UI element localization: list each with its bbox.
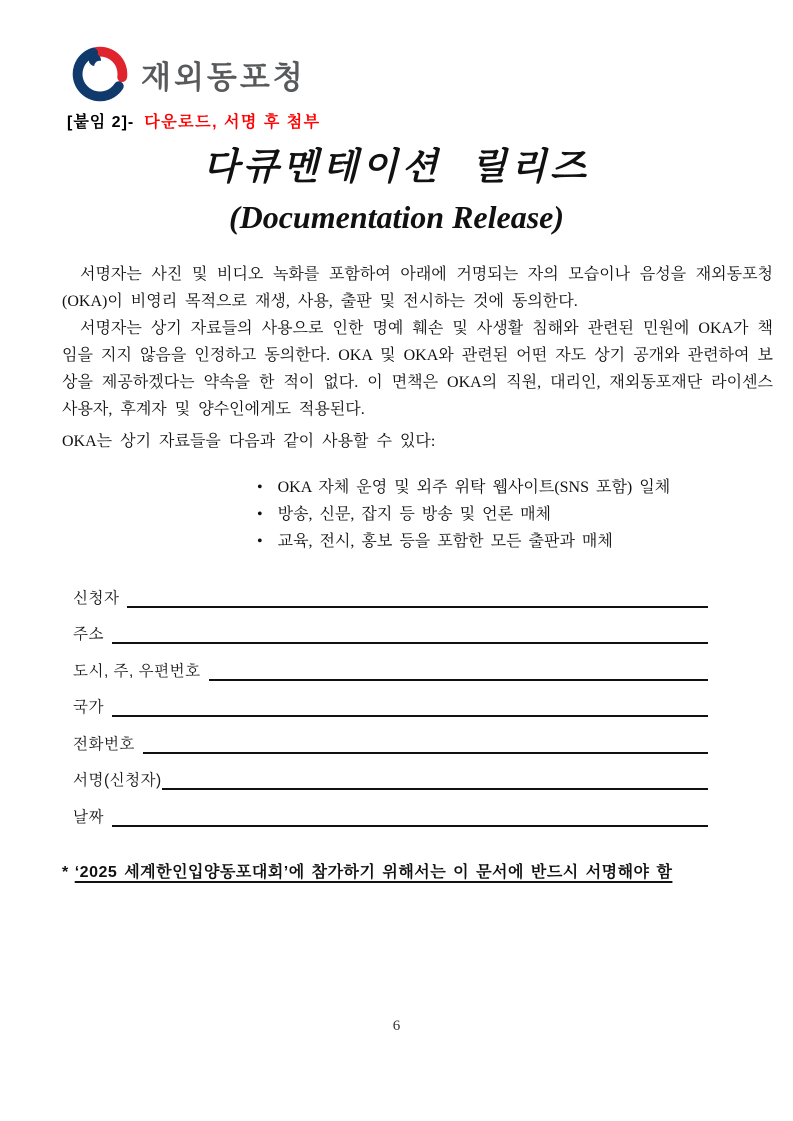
page-number: 6: [392, 1017, 401, 1034]
field-label-applicant: 신청자: [73, 589, 120, 607]
paragraph-consent: 서명자는 사진 및 비디오 녹화를 포함하여 아래에 거명되는 자의 모습이나 음성을 재외동포청(OKA)이 비영리 목적으로 재생, 사용, 출판 및 전시하는 것에 동의한다.: [62, 266, 773, 310]
footnote: [62, 861, 773, 885]
usage-item: • 교육, 전시, 홍보 등을 포함한 모든 출판과 매체: [257, 528, 773, 555]
form-row-phone: [73, 717, 708, 754]
form-area: [73, 571, 708, 827]
form-row-applicant: [73, 571, 708, 608]
taegeuk-emblem-icon: [72, 46, 128, 102]
field-label-address: 주소: [73, 626, 104, 643]
attachment-label: [붙임 2]-: [67, 114, 135, 131]
signature-blank-field[interactable]: [162, 785, 708, 790]
form-row-city-state-zip: [73, 644, 708, 681]
applicant-blank-field[interactable]: [127, 603, 708, 608]
body-text: [62, 261, 773, 555]
city-state-zip-blank-field[interactable]: [209, 676, 708, 681]
country-blank-field[interactable]: [112, 712, 708, 717]
attachment-line: [67, 113, 773, 133]
attachment-instruction: 다운로드, 서명 후 첨부: [144, 114, 321, 131]
footnote-text: ‘2025 세계한인입양동포대회’에 참가하기 위해서는 이 문서에 반드시 서명해야 함: [74, 863, 673, 881]
usage-item: • OKA 자체 운영 및 외주 위탁 웹사이트(SNS 포함) 일체: [257, 474, 773, 501]
date-blank-field[interactable]: [112, 822, 708, 827]
document-title-english: (Documentation Release): [228, 199, 565, 235]
field-label-date: 날짜: [73, 808, 104, 826]
document-title-korean: 다큐멘테이션 릴리즈: [203, 147, 590, 188]
usage-item: • 방송, 신문, 잡지 등 방송 및 언론 매체: [257, 501, 773, 528]
title-block: [62, 145, 731, 237]
phone-blank-field[interactable]: [143, 749, 708, 754]
form-row-address: [73, 608, 708, 645]
agency-name: 재외동포청: [141, 59, 306, 95]
field-label-city-state-zip: 도시, 주, 우편번호: [73, 662, 201, 680]
field-label-signature: 서명(신청자): [73, 772, 162, 789]
field-label-country: 국가: [73, 699, 104, 716]
field-label-phone: 전화번호: [73, 735, 135, 753]
agency-header: [72, 46, 773, 102]
form-row-date: [73, 790, 708, 827]
paragraph-liability: 서명자는 상기 자료들의 사용으로 인한 명예 훼손 및 사생활 침해와 관련된 민원에 OKA가 책임을 지지 않음을 인정하고 동의한다. OKA 및 OKA와 관련된 어떤 자도 상기 공개와 관련하여 보상을 제공하겠다는 약속을 한 적이 없다. 이 면책은 OKA의 직원, 대리인, 재외동포재단 라이센스 사용자, 후계자 및 양수인에게도 적용된다.: [62, 320, 773, 418]
form-row-signature: [73, 754, 708, 791]
usage-list: [257, 474, 773, 555]
address-blank-field[interactable]: [112, 639, 708, 644]
usage-intro: OKA는 상기 자료들을 다음과 같이 사용할 수 있다:: [62, 433, 436, 450]
footnote-marker: *: [62, 863, 69, 881]
form-row-country: [73, 681, 708, 718]
